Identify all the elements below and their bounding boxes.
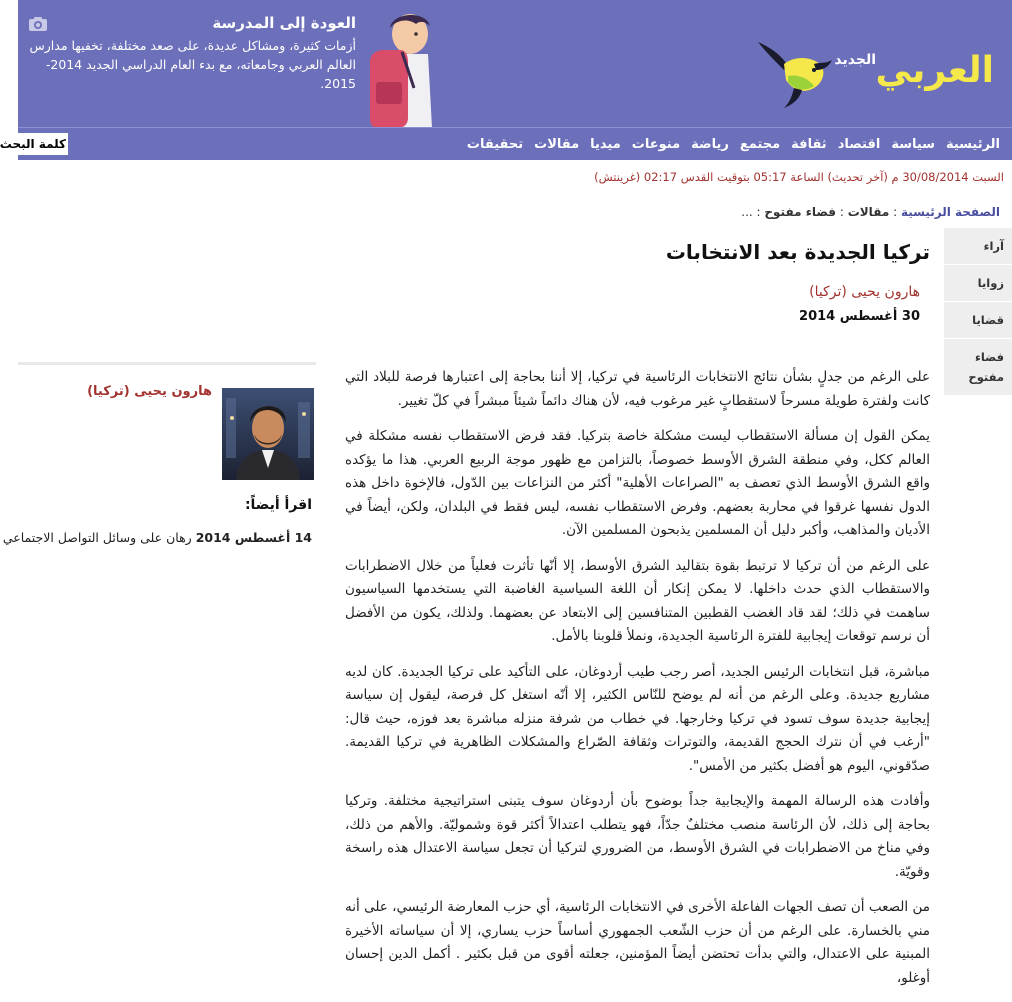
- main-nav: [0, 127, 1012, 160]
- read-also-heading: اقرأ أيضاً:: [244, 497, 312, 513]
- side-tab-columns[interactable]: زوايا: [944, 265, 1012, 302]
- author-sidebar: [2, 362, 316, 942]
- sidebar-author-name[interactable]: هارون يحيى (تركيا): [87, 384, 212, 399]
- related-article-title[interactable]: رهان على وسائل التواصل الاجتماعي: [2, 530, 192, 545]
- logo-wordmark: العربي: [875, 50, 994, 91]
- side-tab-issues[interactable]: قضايا: [944, 302, 1012, 339]
- last-updated-timestamp: السبت 30/08/2014 م (آخر تحديث) الساعة 05:17 بتوقيت القدس 02:17 (غرينتش): [594, 170, 1004, 184]
- article-title: تركيا الجديدة بعد الانتخابات: [665, 240, 930, 264]
- article-body: [345, 366, 930, 1002]
- nav-item-articles[interactable]: مقالات: [534, 137, 580, 152]
- nav-item-media[interactable]: ميديا: [590, 137, 621, 152]
- camera-icon[interactable]: [28, 16, 48, 32]
- breadcrumb-separator: :: [889, 205, 901, 219]
- nav-item-sports[interactable]: رياضة: [691, 137, 729, 152]
- nav-item-politics[interactable]: سياسة: [891, 137, 935, 152]
- promo-block[interactable]: [18, 14, 356, 93]
- article-paragraph: وأفادت هذه الرسالة المهمة والإيجابية جداً بوضوح بأن أردوغان سوف يتبنى استراتيجية مختلفة. وتركيا بحاجة إلى ذلك، لأن الرئاسة منصب مختلفٌ جدّاً، فهو يتطلب اعتدالاً أكثر قوة وشموليّة. والأهم من ذلك، وفي مناخ من الاضطرابات في الشرق الأوسط، من الضروري لتركيا أن تجعل سياسة الاعتدال هذه راسخة وقويّة.: [345, 793, 930, 880]
- nav-item-economy[interactable]: اقتصاد: [837, 137, 881, 152]
- header-banner: [18, 0, 1012, 127]
- promo-text: أزمات كثيرة، ومشاكل عديدة، على صعد مختلفة، تخفيها مدارس العالم العربي وجامعاته، مع بدء العام الدراسي الجديد 2014- 2015.: [29, 38, 356, 91]
- nav-item-culture[interactable]: ثقافة: [791, 137, 827, 152]
- breadcrumb: [741, 205, 1000, 219]
- article-paragraph: يمكن القول إن مسألة الاستقطاب ليست مشكلة خاصة بتركيا. فقد فرض الاستقطاب نفسه مشكلة في العالم ككل، وفي منطقة الشرق الأوسط خصوصاً، بالتزامن مع ظهور موجة الربيع العربي. هذا ما يؤكده واقع الشرق الأوسط الذي تعصف به "الصراعات الأهلية" أكثر من النزاعات بين الدّول، فالإخوة داخل هذه الدول نفسها غرقوا في محاربة بعضهم. وفرض الاستقطاب نفسه، ليس فقط في البلدان، ولكن، أيضاً في الأديان والمذاهب، وأكبر دليل أن المسلمين يذبحون المسلمين الآن.: [345, 428, 930, 538]
- nav-menu: [467, 128, 1000, 161]
- article-paragraph: مباشرة، قبل انتخابات الرئيس الجديد، أصر رجب طيب أردوغان، على التأكيد على تركيا الجديدة. كان لديه مشاريع جديدة. وعلى الرغم من أنه لم يوضح للنّاس الكثير، إلا أنّه استغل كل فرصة، ليقول إن سياسة إيجابية جديدة سوف تسود في تركيا وخارجها. في خطاب من شرفة منزله مباشرة بعد فوزه، حيث قال: "أرغب في أن نترك الحجج القديمة، والتوترات وثقافة الصّراع والمشكلات الظاهرية في تركيا القديمة. صدّقوني، اليوم هو أفضل بكثير من الأمس".: [345, 663, 930, 774]
- site-logo[interactable]: [754, 30, 994, 110]
- side-tab-opinions[interactable]: آراء: [944, 228, 1012, 265]
- article-date: 30 أغسطس 2014: [799, 309, 920, 324]
- search-input[interactable]: كلمة البحث: [18, 133, 68, 155]
- article-paragraph: على الرغم من جدلٍ بشأن نتائج الانتخابات الرئاسية في تركيا، إلا أننا بحاجة إلى اعتبارها فرصة للبلاد التي كانت ولفترة طويلة مسرحاً لاستقطابٍ غير مرغوب فيه، لأن هناك دائماً شيئاً مبشراً في كلّ تغيير.: [345, 369, 930, 409]
- article-author[interactable]: هارون يحيى (تركيا): [809, 284, 920, 300]
- logo-subtitle: الجديد: [834, 52, 876, 68]
- breadcrumb-tail: : ...: [741, 205, 765, 219]
- nav-item-investigations[interactable]: تحقيقات: [466, 137, 524, 152]
- nav-item-society[interactable]: مجتمع: [739, 137, 781, 152]
- promo-title[interactable]: العودة إلى المدرسة: [212, 14, 356, 32]
- breadcrumb-articles-link[interactable]: مقالات: [847, 205, 890, 219]
- nav-item-home[interactable]: الرئيسية: [945, 137, 1000, 152]
- schoolkid-illustration-icon[interactable]: [366, 8, 446, 128]
- related-article-date: 14 أغسطس 2014: [195, 530, 312, 545]
- article-paragraph: من الصعب أن تصف الجهات الفاعلة الأخرى في الانتخابات الرئاسية، أي حزب المعارضة الرئيسي، على أنه مني بالخسارة. على الرغم من أن حزب الشّعب الجمهوري أساساً حزب يساري، إلا أن سياساته الأخيرة المبنية على الاعتدال، والتي بدأت تحتضن أيضاً المؤمنين، جعلته أقوى من قبل بكثير . أكمل الدين إحسان أوغلو،: [345, 899, 930, 986]
- nav-item-variety[interactable]: منوعات: [631, 137, 681, 152]
- side-tab-open-space[interactable]: فضاء مفتوح: [944, 339, 1012, 396]
- breadcrumb-open-space-link[interactable]: فضاء مفتوح: [764, 205, 837, 219]
- related-article-link[interactable]: [3, 530, 312, 545]
- author-avatar: [222, 388, 314, 480]
- section-side-tabs: [944, 228, 1012, 396]
- bird-logo-icon: [754, 34, 834, 108]
- breadcrumb-separator: :: [836, 205, 848, 219]
- breadcrumb-home-link[interactable]: الصفحة الرئيسية: [900, 205, 1000, 219]
- article-paragraph: على الرغم من أن تركيا لا ترتبط بقوة بتقاليد الشرق الأوسط، إلا أنّها تأثرت فعلياً من خلال الاضطرابات والاستقطاب الذي حدث داخلها. لا يمكن إنكار أن اللغة السياسية الغاضبة التي يستخدمها السياسيون ساهمت في ذلك؛ لقد قاد الغضب القطبين المتنافسين إلى الابتعاد عن بعضهما. ولذلك، يكون من الأفضل أن نرسم توقعات إيجابية للفترة الرئاسية الجديدة، ونملأ قلوبنا بالأمل.: [345, 557, 930, 644]
